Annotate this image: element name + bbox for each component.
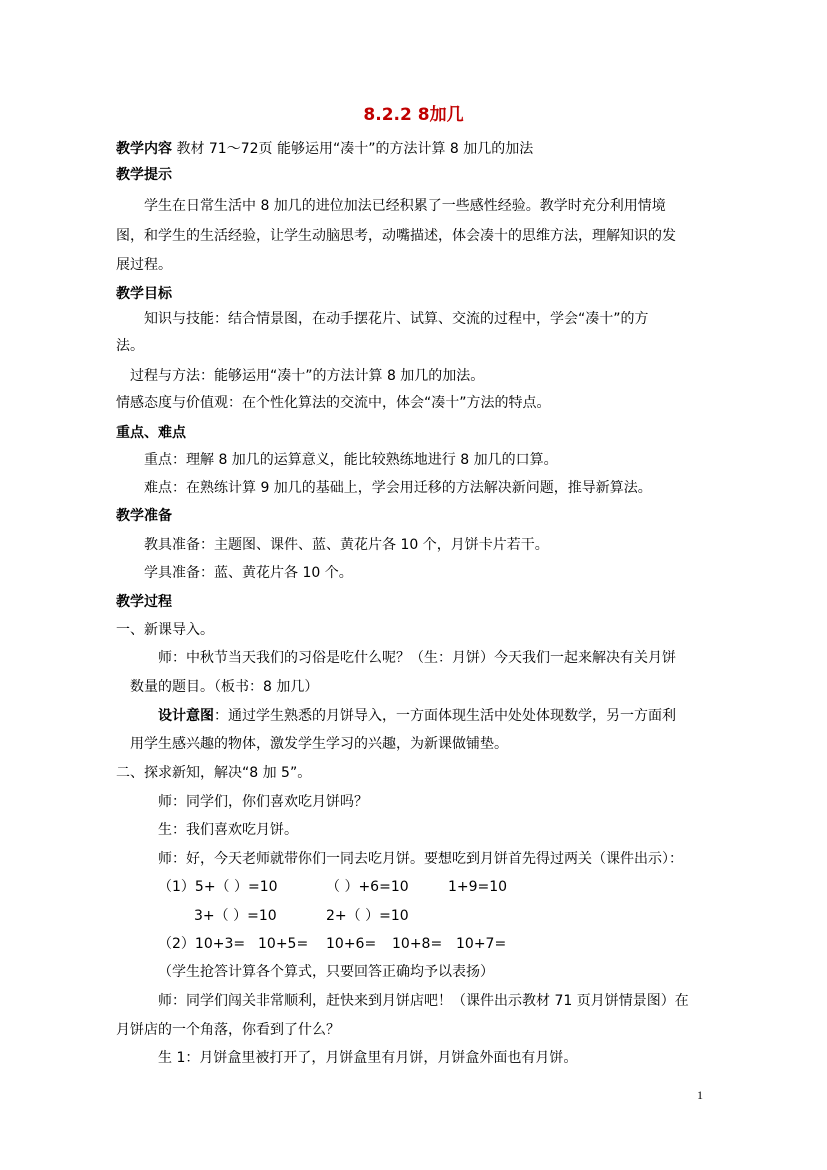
design-label: 设计意图 [158,708,214,724]
dialogue-line: 数量的题目。（板书：8 加几） [130,679,319,695]
content-text: 教材 71～72页 能够运用“凑十”的方法计算 8 加几的加法 [172,141,534,157]
goals-heading: 教学目标 [116,286,172,302]
process-step: 一、新课导入。 [116,622,214,638]
note-line: （学生抢答计算各个算式，只要回答正确均予以表扬） [158,964,494,980]
equation: （2）10+3= [158,936,246,952]
keypoints-heading: 重点、难点 [116,425,186,441]
dialogue-line: 生：我们喜欢吃月饼。 [158,822,298,838]
tips-heading: 教学提示 [116,167,172,183]
tips-line: 展过程。 [116,257,172,273]
prep-heading: 教学准备 [116,508,172,524]
tips-line: 图，和学生的生活经验，让学生动脑思考，动嘴描述，体会凑十的思维方法，理解知识的发 [116,228,676,244]
equation: 1+9=10 [448,879,508,895]
equation: 10+8= [392,936,443,952]
page-title: 8.2.2 8加几 [363,105,464,125]
content-label: 教学内容 [116,141,172,157]
goals-line: 过程与方法：能够运用“凑十”的方法计算 8 加几的加法。 [130,368,485,384]
design-intent [158,706,676,726]
content-row [116,139,533,159]
design-text: ：通过学生熟悉的月饼导入，一方面体现生活中处处体现数学，另一方面利 [214,708,676,724]
dialogue-line: 师：同学们，你们喜欢吃月饼吗？ [158,794,368,810]
equation: （ ）+6=10 [326,879,409,895]
dialogue-line: 月饼店的一个角落，你看到了什么？ [116,1022,340,1038]
equation: 10+7= [456,936,507,952]
dialogue-line: 师：中秋节当天我们的习俗是吃什么呢？（生：月饼）今天我们一起来解决有关月饼 [158,650,676,666]
goals-line: 情感态度与价值观：在个性化算法的交流中，体会“凑十”方法的特点。 [116,395,551,411]
equation: （1）5+（ ）=10 [158,879,278,895]
design-text: 用学生感兴趣的物体，激发学生学习的兴趣，为新课做铺垫。 [130,736,508,752]
process-heading: 教学过程 [116,594,172,610]
dialogue-line: 生 1：月饼盒里被打开了，月饼盒里有月饼，月饼盒外面也有月饼。 [158,1050,578,1066]
dialogue-line: 师：好，今天老师就带你们一同去吃月饼。要想吃到月饼首先得过两关（课件出示）： [158,851,683,867]
page-number: 1 [697,1088,703,1102]
goals-line: 知识与技能：结合情景图，在动手摆花片、试算、交流的过程中，学会“凑十”的方 [144,311,649,327]
prep-line: 学具准备：蓝、黄花片各 10 个。 [144,565,353,581]
dialogue-line: 师：同学们闯关非常顺利，赶快来到月饼店吧！（课件出示教材 71 页月饼情景图）在 [158,993,689,1009]
keypoints-line: 难点：在熟练计算 9 加几的基础上，学会用迁移的方法解决新问题，推导新算法。 [144,480,652,496]
process-step: 二、探求新知，解决“8 加 5”。 [116,765,312,781]
equation: 2+（ ）=10 [326,908,409,924]
prep-line: 教具准备：主题图、课件、蓝、黄花片各 10 个，月饼卡片若干。 [144,537,549,553]
keypoints-line: 重点：理解 8 加几的运算意义，能比较熟练地进行 8 加几的口算。 [144,452,558,468]
equation: 10+6= [326,936,377,952]
equation: 3+（ ）=10 [194,908,277,924]
tips-line: 学生在日常生活中 8 加几的进位加法已经积累了一些感性经验。教学时充分利用情境 [144,198,666,214]
equation: 10+5= [258,936,309,952]
goals-line: 法。 [116,338,144,354]
